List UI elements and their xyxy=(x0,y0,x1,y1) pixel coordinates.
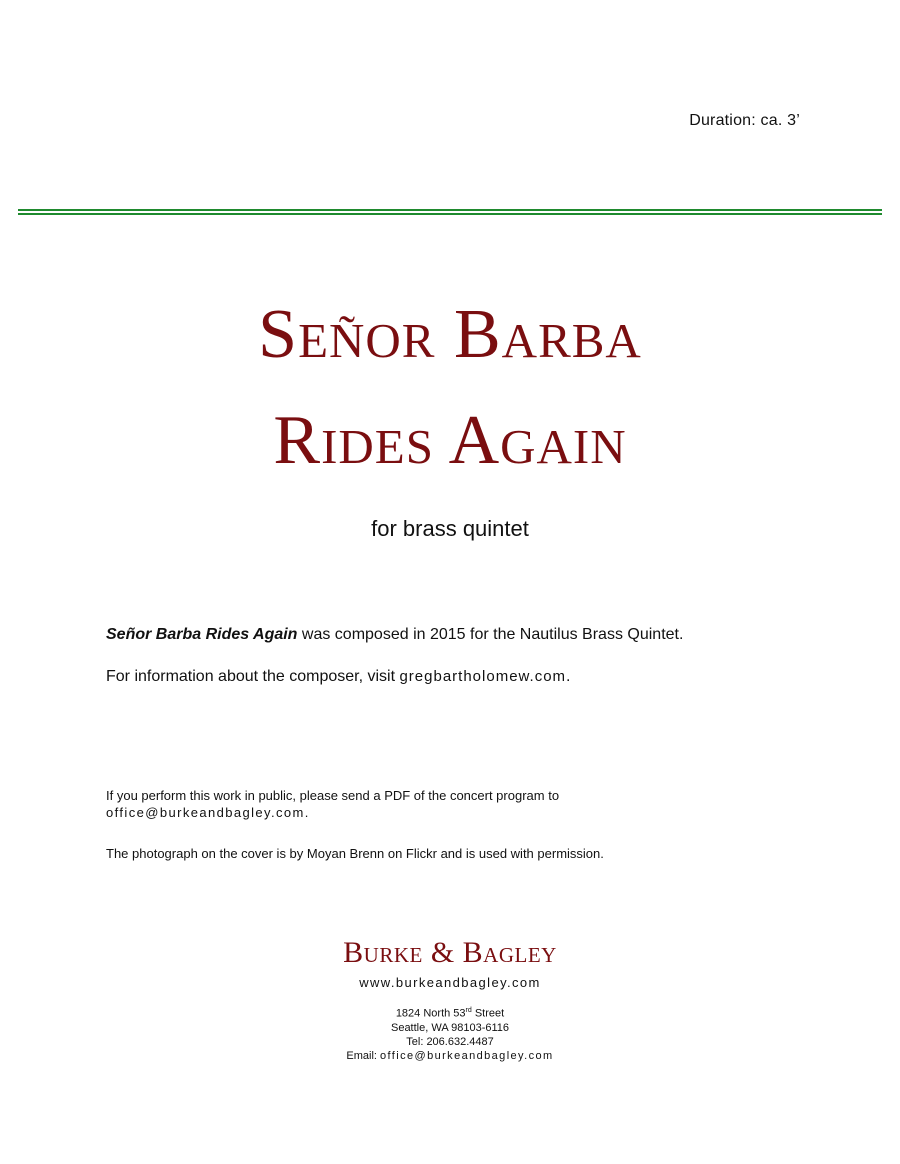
performance-email-link[interactable]: office@burkeandbagley.com xyxy=(106,805,305,820)
composer-info xyxy=(106,667,571,687)
street-name: Street xyxy=(471,1007,505,1020)
page-title-line-2: Rides Again xyxy=(273,402,627,479)
composition-note-text: was composed in 2015 for the Nautilus Brass Quintet. xyxy=(297,626,684,643)
street-line xyxy=(0,1004,900,1021)
composition-note xyxy=(106,625,683,645)
street-suffix: rd xyxy=(465,1007,472,1014)
composer-website-link[interactable]: gregbartholomew.com xyxy=(399,668,567,685)
email-line xyxy=(0,1049,900,1063)
publisher-address xyxy=(0,1004,900,1063)
performance-note-text: If you perform this work in public, please send a PDF of the concert program to xyxy=(106,788,560,803)
phone-line: Tel: 206.632.4487 xyxy=(406,1035,494,1048)
page-title-line-1: Señor Barba xyxy=(258,296,642,373)
street-number: 1824 North 53 xyxy=(395,1007,466,1020)
subtitle: for brass quintet xyxy=(371,516,529,541)
email-label: Email: xyxy=(346,1049,381,1062)
divider-rule-bottom xyxy=(18,213,882,215)
divider-rule-top xyxy=(18,209,882,211)
photo-credit: The photograph on the cover is by Moyan Brenn on Flickr and is used with permission. xyxy=(106,846,604,861)
composer-info-suffix: . xyxy=(566,668,571,685)
performance-note xyxy=(106,787,559,821)
publisher-website-link[interactable]: www.burkeandbagley.com xyxy=(359,975,541,990)
duration-label: Duration: ca. 3’ xyxy=(689,112,800,129)
composer-info-text: For information about the composer, visit xyxy=(106,668,400,685)
city-line: Seattle, WA 98103-6116 xyxy=(390,1021,510,1034)
work-title: Señor Barba Rides Again xyxy=(106,626,298,643)
performance-note-suffix: . xyxy=(304,805,309,820)
publisher-name: Burke & Bagley xyxy=(343,936,557,969)
publisher-email-link[interactable]: office@burkeandbagley.com xyxy=(380,1049,554,1062)
